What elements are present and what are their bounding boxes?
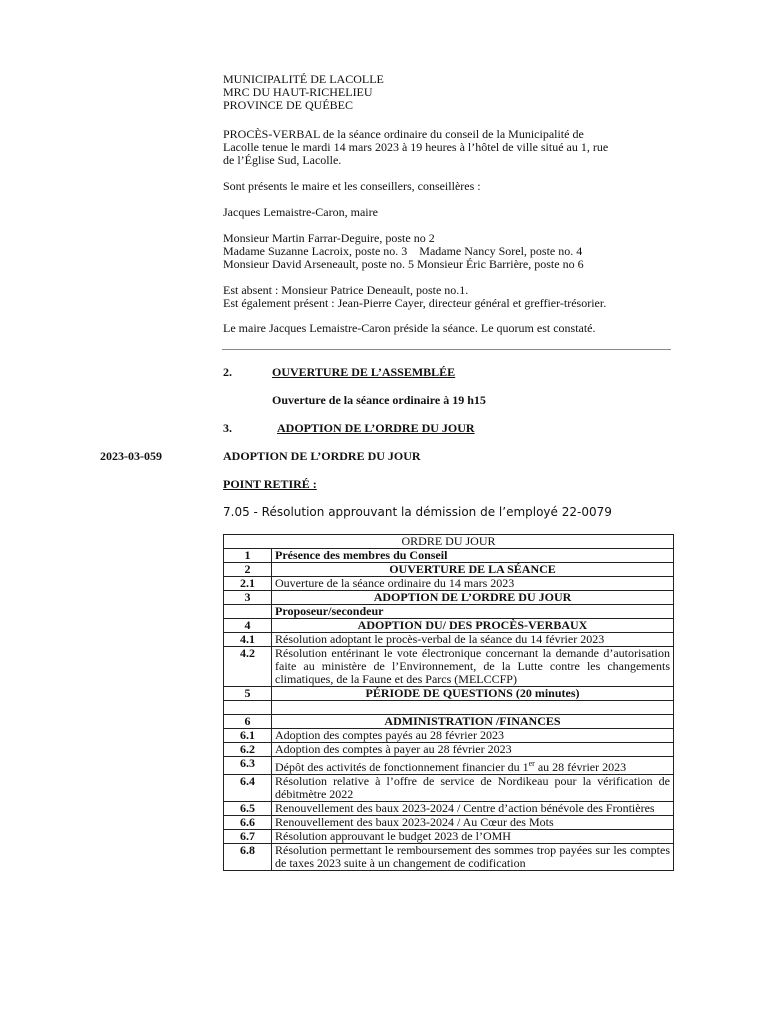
agenda-item-number: 6 [224,715,272,729]
agenda-item-number: 2.1 [224,577,272,591]
agenda-row [224,757,674,775]
agenda-item-number: 6.2 [224,743,272,757]
agenda-item-text: Adoption des comptes à payer au 28 février 2023 [272,743,674,757]
ordinal-superscript: er [528,759,535,768]
agenda-item-text: Ouverture de la séance ordinaire du 14 mars 2023 [272,577,674,591]
agenda-item-text: Résolution entérinant le vote électronique concernant la demande d’autorisation faite au ministère de l’Environnement, de la Lutte contre les changements climatiques, de la Faune et des Parcs (MELCCFP) [272,647,674,687]
agenda-item-text: Proposeur/secondeur [272,605,674,619]
quorum-line: Le maire Jacques Lemaistre-Caron préside la séance. Le quorum est constaté. [223,321,596,335]
agenda-item-number: 2 [224,563,272,577]
agenda-item-number: 1 [224,549,272,563]
presents-text: Sont présents le maire et les conseillers, conseillères : [223,179,481,193]
agenda-row [224,743,674,757]
agenda-item-text: Résolution permettant le remboursement des sommes trop payées sur les comptes de taxes 2023 suite à un changement de codification [272,844,674,871]
agenda-item-text: Renouvellement des baux 2023-2024 / Centre d’action bénévole des Frontières [272,802,674,816]
agenda-row [224,715,674,729]
resolution-title: ADOPTION DE L’ORDRE DU JOUR [223,449,421,463]
withdrawn-item: 7.05 - Résolution approuvant la démission de l’employé 22-0079 [223,505,612,519]
attendance-notes [223,284,673,310]
agenda-item-text: Résolution approuvant le budget 2023 de l’OMH [272,830,674,844]
agenda-item-number: 4 [224,619,272,633]
agenda-item-text [272,701,674,715]
agenda-item-number: 6.4 [224,775,272,802]
municipality-header [223,73,673,112]
section-2-number: 2. [223,365,232,379]
pv-line-3: de l’Église Sud, Lacolle. [223,153,342,167]
agenda-row [224,563,674,577]
agenda-row [224,633,674,647]
agenda-item-text: Présence des membres du Conseil [272,549,674,563]
agenda-row [224,577,674,591]
agenda-heading: ORDRE DU JOUR [224,535,674,549]
agenda-item-text: Dépôt des activités de fonctionnement financier du 1er au 28 février 2023 [272,757,674,775]
agenda-item-number [224,605,272,619]
pv-line-1: PROCÈS-VERBAL de la séance ordinaire du conseil de la Municipalité de [223,127,584,141]
section-2-title: OUVERTURE DE L’ASSEMBLÉE [272,365,456,379]
agenda-row [224,687,674,701]
agenda-item-text: OUVERTURE DE LA SÉANCE [272,563,674,577]
agenda-item-number: 6.7 [224,830,272,844]
agenda-item-number: 5 [224,687,272,701]
agenda-item-number [224,701,272,715]
councillors-list [223,232,673,271]
header-line-3: PROVINCE DE QUÉBEC [223,98,354,112]
agenda-row [224,844,674,871]
agenda-item-number: 4.1 [224,633,272,647]
agenda-table [223,534,674,871]
resolution-number: 2023-03-059 [100,449,162,463]
councillor-line-1: Monsieur Martin Farrar-Deguire, poste no 2 [223,231,435,245]
agenda-row [224,816,674,830]
also-present-line: Est également présent : Jean-Pierre Cayer, directeur général et greffier-trésorier. [223,296,607,310]
agenda-item-text: ADOPTION DU/ DES PROCÈS-VERBAUX [272,619,674,633]
agenda-item-number: 6.3 [224,757,272,775]
agenda-item-number: 4.2 [224,647,272,687]
agenda-item-text: ADMINISTRATION /FINANCES [272,715,674,729]
agenda-row [224,591,674,605]
agenda-item-text: Renouvellement des baux 2023-2024 / Au Cœur des Mots [272,816,674,830]
absent-line: Est absent : Monsieur Patrice Deneault, poste no.1. [223,283,469,297]
section-2-subtitle: Ouverture de la séance ordinaire à 19 h15 [272,393,486,407]
agenda-row [224,830,674,844]
header-line-1: MUNICIPALITÉ DE LACOLLE [223,72,384,86]
agenda-item-number: 6.8 [224,844,272,871]
header-line-2: MRC DU HAUT-RICHELIEU [223,85,373,99]
agenda-item-text: ADOPTION DE L’ORDRE DU JOUR [272,591,674,605]
agenda-row [224,775,674,802]
agenda-item-number: 6.5 [224,802,272,816]
point-retire-heading: POINT RETIRÉ : [223,477,317,491]
councillor-line-2: Madame Suzanne Lacroix, poste no. 3 Madame Nancy Sorel, poste no. 4 [223,244,583,258]
proces-verbal-paragraph [223,128,673,167]
agenda-item-text: Résolution relative à l’offre de service de Nordikeau pour la vérification de débitmètre 2022 [272,775,674,802]
agenda-row [224,802,674,816]
agenda-row [224,701,674,715]
section-3-number: 3. [223,421,232,435]
mayor-line: Jacques Lemaistre-Caron, maire [223,205,378,219]
agenda-item-number: 6.1 [224,729,272,743]
agenda-row [224,605,674,619]
agenda-heading-row [224,535,674,549]
agenda-row [224,549,674,563]
agenda-item-text: Adoption des comptes payés au 28 février 2023 [272,729,674,743]
agenda-item-number: 6.6 [224,816,272,830]
agenda-item-number: 3 [224,591,272,605]
section-divider [222,349,671,350]
agenda-row [224,619,674,633]
councillor-line-3: Monsieur David Arseneault, poste no. 5 Monsieur Éric Barrière, poste no 6 [223,257,584,271]
agenda-row [224,729,674,743]
agenda-item-text: Résolution adoptant le procès-verbal de la séance du 14 février 2023 [272,633,674,647]
agenda-item-text: PÉRIODE DE QUESTIONS (20 minutes) [272,687,674,701]
pv-line-2: Lacolle tenue le mardi 14 mars 2023 à 19 heures à l’hôtel de ville situé au 1, rue [223,140,609,154]
section-3-title: ADOPTION DE L’ORDRE DU JOUR [277,421,475,435]
agenda-row [224,647,674,687]
